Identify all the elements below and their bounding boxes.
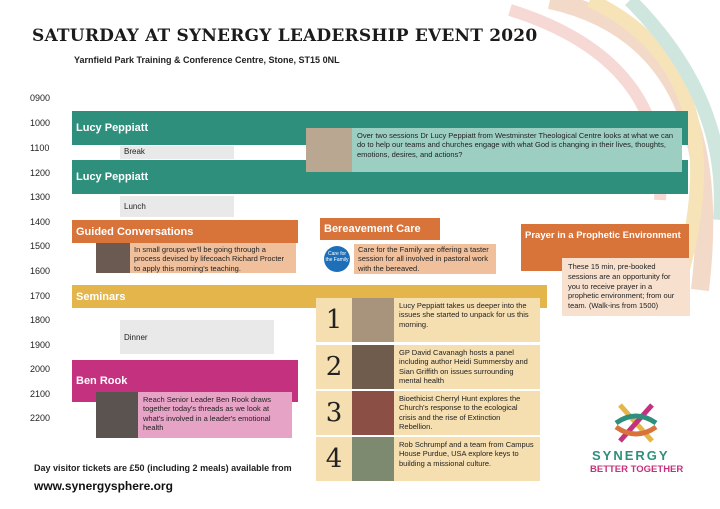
seminar-desc: Bioethicist Cherryl Hunt explores the Church's response to the ecological crisis and the rise of Extinction Rebellion. [399,394,521,432]
website-link[interactable]: www.synergysphere.org [34,479,173,493]
time-1200: 1200 [30,168,51,178]
time-1000: 1000 [30,118,51,128]
guided-desc-box [96,243,296,273]
time-2000: 2000 [30,364,51,374]
tickets-text: Day visitor tickets are £50 (including 2 meals) available from [34,463,292,473]
seminar-photo [352,298,394,342]
lucy-photo [306,128,352,172]
time-1600: 1600 [30,266,51,276]
break-label: Break [124,147,145,156]
ben-desc-box [96,392,292,438]
session-guided-title: Guided Conversations [76,225,194,238]
time-1500: 1500 [30,241,51,251]
seminar-photo [352,437,394,481]
seminar-item [316,437,540,481]
synergy-logo-icon [612,401,660,445]
lucy-desc-box [306,128,682,172]
seminar-desc: Lucy Peppiatt takes us deeper into the issues she started to unpack for us this morning. [399,301,529,329]
time-1100: 1100 [30,143,50,153]
session-bereavement-title: Bereavement Care [324,223,421,235]
time-2100: 2100 [30,389,51,399]
time-0900: 0900 [30,93,51,103]
seminar-number: 3 [325,398,343,428]
time-1900: 1900 [30,340,51,350]
dinner-label: Dinner [124,333,148,342]
time-1800: 1800 [30,315,51,325]
seminar-item [316,391,540,435]
lunch-label: Lunch [124,202,146,211]
time-2200: 2200 [30,413,51,423]
seminar-photo [352,391,394,435]
richard-photo [96,243,130,273]
brand-name: SYNERGY [592,448,670,463]
bereavement-desc-box [320,244,496,274]
session-bereavement [320,218,440,240]
seminar-desc: Rob Schrumpf and a team from Campus House Purdue, USA explore keys to building a missional culture. [399,440,534,468]
seminar-item [316,298,540,342]
lunch-slot [120,196,234,217]
seminar-number: 2 [325,352,343,382]
brand-tagline: BETTER TOGETHER [590,464,684,475]
break-slot [120,146,234,159]
ben-photo [96,392,138,438]
time-1400: 1400 [30,217,51,227]
session-lucy-2-title: Lucy Peppiatt [76,171,149,183]
seminar-item [316,345,540,389]
time-1300: 1300 [30,192,51,202]
ben-desc-text: Reach Senior Leader Ben Rook draws together today's threads as we look at what's involved in a leader's emotional health [143,395,271,433]
seminar-number: 4 [325,444,343,474]
bereavement-desc-text: Care for the Family are offering a taster session for all involved in pastoral work with the bereaved. [358,244,489,273]
prayer-desc-box: These 15 min, pre-booked sessions are an opportunity for you to receive prayer in a prophetic environment; from our team. (Walk-ins from 1500) [562,258,690,316]
care-family-logo [320,244,354,274]
dinner-slot [120,320,274,354]
session-ben-title: Ben Rook [76,375,128,387]
session-prayer-title: Prayer in a Prophetic Environment [525,230,681,241]
seminar-number: 1 [325,305,343,335]
time-1700: 1700 [30,291,51,301]
session-guided [72,220,298,243]
venue-line: Yarnfield Park Training & Conference Centre, Stone, ST15 0NL [74,55,340,65]
page-title: SATURDAY AT SYNERGY LEADERSHIP EVENT 2020 [32,26,538,46]
seminar-photo [352,345,394,389]
session-lucy-1-title: Lucy Peppiatt [76,122,149,134]
lucy-desc-text: Over two sessions Dr Lucy Peppiatt from Westminster Theological Centre looks at what we can do to help our teams and churches engage with what God is changing in their lives, thoughts, emotions, desires, and actions? [357,131,674,159]
guided-desc-text: In small groups we'll be going through a process devised by lifecoach Richard Procter to apply this morning's teaching. [134,245,285,273]
care-family-badge: Care for the Family [324,246,350,272]
session-seminars-title: Seminars [76,290,126,303]
seminar-desc: GP David Cavanagh hosts a panel including author Heidi Summersby and Sian Griffith on issues surrounding mental health [399,348,528,386]
